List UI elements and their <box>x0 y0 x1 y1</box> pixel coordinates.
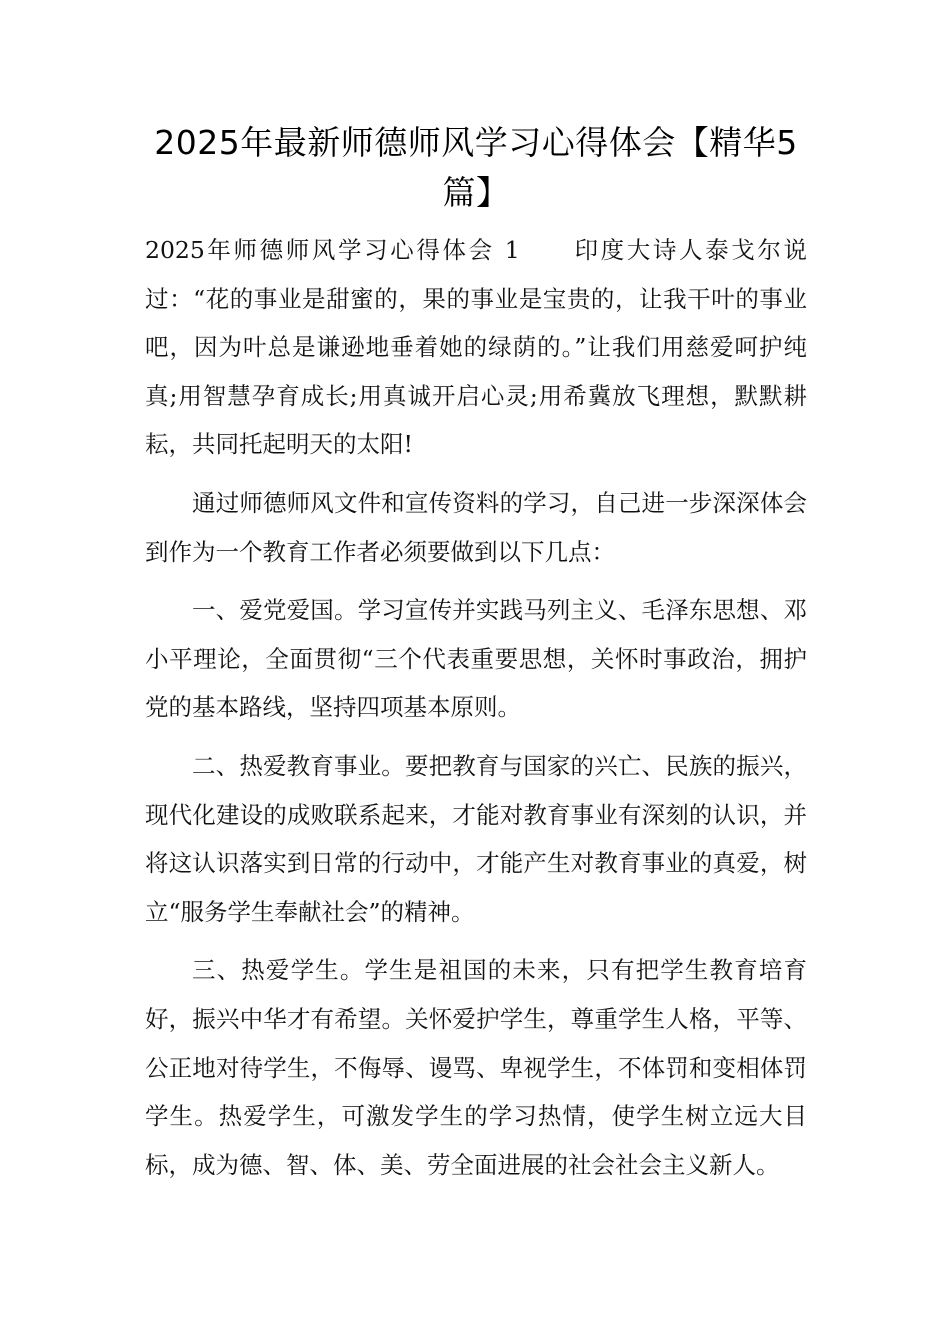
paragraph-study: 通过师德师风文件和宣传资料的学习，自己进一步深深体会到作为一个教育工作者必须要做到以下几点： <box>145 488 807 566</box>
document-title: 2025年最新师德师风学习心得体会【精华5篇】 <box>154 123 798 212</box>
paragraph-intro: 2025年师德师风学习心得体会 1 印度大诗人泰戈尔说过：“花的事业是甜蜜的，果的事业是宝贵的，让我干叶的事业吧，因为叶总是谦逊地垂着她的绿荫的。”让我们用慈爱呵护纯真;用智慧孕育成长;用真诚开启心灵;用希冀放飞理想，默默耕耘，共同托起明天的太阳! <box>145 236 807 459</box>
paragraph-point-2: 二、热爱教育事业。要把教育与国家的兴亡、民族的振兴，现代化建设的成败联系起来，才能对教育事业有深刻的认识，并将这认识落实到日常的行动中，才能产生对教育事业的真爱，树立“服务学生奉献社会”的精神。 <box>145 751 807 926</box>
document-body <box>145 226 807 1189</box>
document-page <box>145 118 807 1199</box>
paragraph-point-3: 三、热爱学生。学生是祖国的未来，只有把学生教育培育好，振兴中华才有希望。关怀爱护学生，尊重学生人格，平等、公正地对待学生，不侮辱、谩骂、卑视学生，不体罚和变相体罚学生。热爱学生，可激发学生的学习热情，使学生树立远大目标，成为德、智、体、美、劳全面进展的社会社会主义新人。 <box>145 956 807 1179</box>
paragraph-point-1: 一、爱党爱国。学习宣传并实践马列主义、毛泽东思想、邓小平理论，全面贯彻“三个代表重要思想，关怀时事政治，拥护党的基本路线，坚持四项基本原则。 <box>145 596 807 722</box>
